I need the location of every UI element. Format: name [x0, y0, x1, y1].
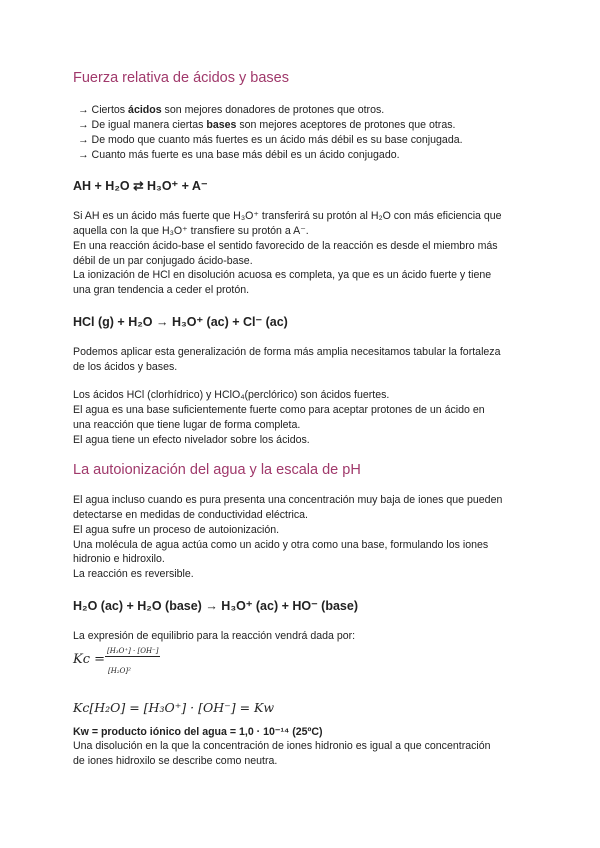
paragraph-line: El agua sufre un proceso de autoionización.	[73, 524, 280, 536]
paragraph-line: El agua es una base suficientemente fuerte como para aceptar protones de un ácido en	[73, 404, 485, 416]
paragraph-line: hidronio e hidroxilo.	[73, 553, 165, 565]
paragraph-line: Podemos aplicar esta generalización de forma más amplia necesitamos tabular la fortaleza	[73, 346, 501, 358]
paragraph-line: El agua incluso cuando es pura presenta una concentración muy baja de iones que pueden	[73, 494, 503, 506]
kw-definition: Kw = producto iónico del agua = 1,0 · 10⁻¹⁴ (25ºC)	[73, 726, 323, 738]
paragraph-line: La reacción es reversible.	[73, 568, 194, 580]
paragraph-line: una gran tendencia a ceder el protón.	[73, 284, 250, 296]
paragraph-line: detectarse en medidas de conductividad eléctrica.	[73, 509, 308, 521]
paragraph-line: Una disolución en la que la concentración de iones hidronio es igual a que concentración	[73, 740, 491, 752]
paragraph-line: débil de un par conjugado ácido-base.	[73, 255, 253, 267]
bullet-4: → Cuanto más fuerte es una base más débil es un ácido conjugado.	[78, 149, 400, 161]
paragraph-line: La ionización de HCl en disolución acuosa es completa, ya que es un ácido fuerte y tiene	[73, 269, 492, 281]
bullet-3: → De modo que cuanto más fuertes es un ácido más débil es su base conjugada.	[78, 134, 463, 146]
kc-label: Kc =	[73, 652, 106, 667]
kc-denominator: [H₂O]²	[108, 667, 131, 675]
kc-numerator: [H₃O⁺] · [OH⁻]	[107, 647, 159, 655]
paragraph-line: El agua tiene un efecto nivelador sobre los ácidos.	[73, 434, 310, 446]
paragraph-line: Los ácidos HCl (clorhídrico) y HClO₄(perclórico) son ácidos fuertes.	[73, 389, 390, 401]
paragraph-line: una reacción que tiene lugar de forma completa.	[73, 419, 301, 431]
equation-water-autoionization: H₂O (ac) + H₂O (base) → H₃O⁺ (ac) + HO⁻ (base)	[73, 599, 359, 613]
paragraph-line: En una reacción ácido-base el sentido favorecido de la reacción es desde el miembro más	[73, 240, 498, 252]
bullet-2: → De igual manera ciertas bases son mejores aceptores de protones que otras.	[78, 119, 456, 131]
paragraph-line: La expresión de equilibrio para la reacción vendrá dada por:	[73, 630, 356, 642]
paragraph-line: de iones hidroxilo se describe como neutra.	[73, 755, 278, 767]
equation-ah-water: AH + H₂O ⇄ H₃O⁺ + A⁻	[73, 179, 208, 193]
paragraph-line: Una molécula de agua actúa como un acido y otra como una base, formulando los iones	[73, 539, 489, 551]
paragraph-line: de los ácidos y bases.	[73, 361, 178, 373]
equation-hcl-ionization: HCl (g) + H₂O → H₃O⁺ (ac) + Cl⁻ (ac)	[73, 315, 288, 329]
section-title-water-autoionization: La autoionización del agua y la escala de pH	[73, 462, 361, 478]
section-title-acid-base-strength: Fuerza relativa de ácidos y bases	[73, 70, 289, 86]
paragraph-line: aquella con la que H₃O⁺ transfiere su protón a A⁻.	[73, 225, 309, 237]
bullet-1: → Ciertos ácidos son mejores donadores de protones que otros.	[78, 104, 385, 116]
paragraph-line: Si AH es un ácido más fuerte que H₃O⁺ transferirá su protón al H₂O con más eficiencia que	[73, 210, 502, 222]
kw-equation: Kc[H₂O] = [H₃O⁺] · [OH⁻] = Kw	[73, 700, 275, 715]
